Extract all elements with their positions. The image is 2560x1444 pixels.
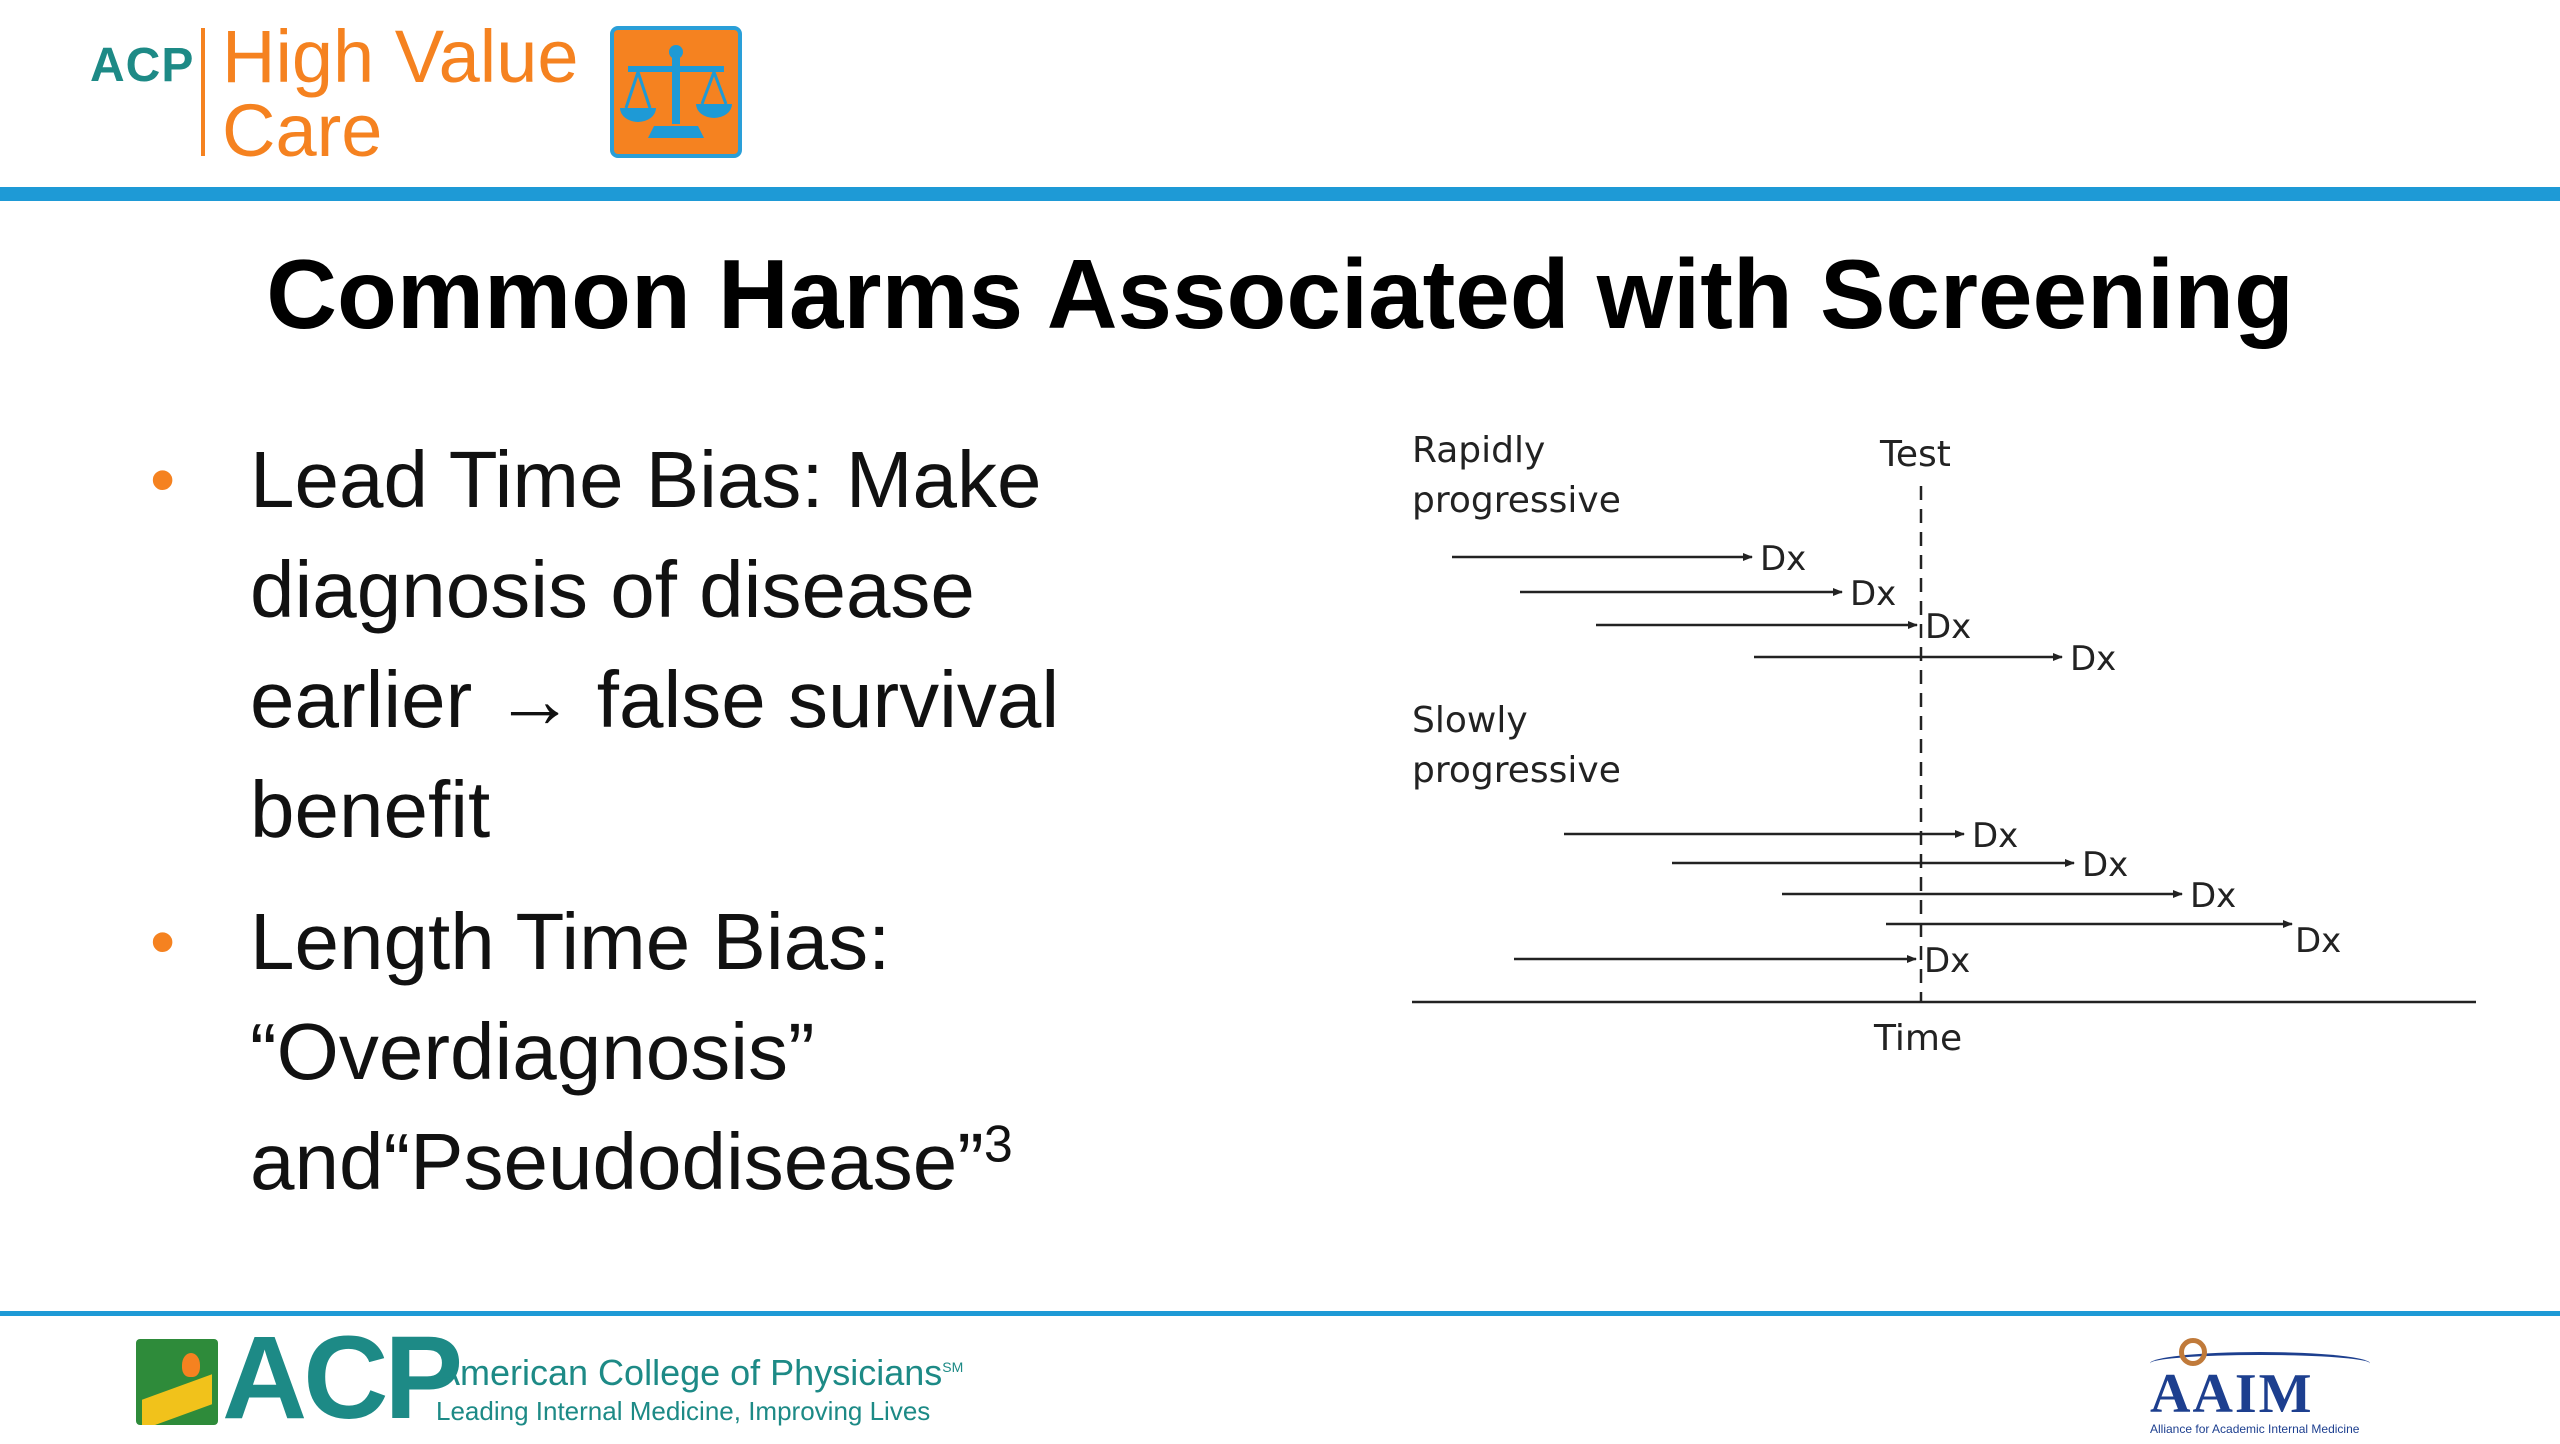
acp-header-label: ACP bbox=[90, 39, 195, 92]
aaim-wordmark: AAIM bbox=[2150, 1363, 2314, 1425]
bullet-text: Lead Time Bias: Make diagnosis of disease earlier → false survival benefit bbox=[250, 435, 1060, 854]
aaim-logo bbox=[2130, 1330, 2430, 1440]
slowly-progressive-label: Slowly bbox=[1412, 700, 1528, 741]
test-label: Test bbox=[1880, 434, 1951, 475]
acp-logo-wordmark: ACP bbox=[222, 1312, 460, 1444]
dx-label: Dx bbox=[2295, 921, 2342, 961]
dx-label: Dx bbox=[1850, 574, 1897, 614]
acp-footer-logo bbox=[136, 1312, 964, 1444]
acp-tagline: Leading Internal Medicine, Improving Lives bbox=[436, 1396, 931, 1426]
acp-name-text: American College of Physicians bbox=[436, 1352, 943, 1393]
acp-emblem-icon bbox=[136, 1339, 218, 1425]
dx-label: Dx bbox=[1760, 539, 1807, 579]
acp-organization-name bbox=[436, 1352, 963, 1394]
bullet-text: Length Time Bias: “Overdiagnosis” and“Pseudodisease” bbox=[250, 897, 984, 1206]
aaim-tagline: Alliance for Academic Internal Medicine bbox=[2150, 1422, 2360, 1436]
slowly-progressive-label: progressive bbox=[1412, 750, 1621, 791]
citation-superscript: 3 bbox=[983, 1115, 1013, 1174]
rapidly-progressive-label: Rapidly bbox=[1412, 430, 1546, 471]
slide-title: Common Harms Associated with Screening bbox=[266, 239, 2294, 349]
timeline-diagram-svg bbox=[1380, 420, 2500, 1080]
header-rule bbox=[0, 187, 2560, 201]
brand-divider bbox=[201, 28, 205, 156]
bullet-item bbox=[150, 887, 1160, 1217]
rapidly-progressive-label: progressive bbox=[1412, 480, 1621, 521]
bullet-list bbox=[150, 425, 1160, 1217]
lead-length-time-diagram bbox=[1380, 420, 2500, 1080]
dx-label: Dx bbox=[1972, 816, 2019, 856]
brand-title-line2: Care bbox=[222, 89, 383, 172]
dx-label: Dx bbox=[1925, 607, 1972, 647]
dx-label: Dx bbox=[2070, 639, 2117, 679]
dx-label: Dx bbox=[1924, 941, 1971, 981]
service-mark: SM bbox=[942, 1359, 964, 1375]
bullet-item bbox=[150, 425, 1160, 865]
bullet-marker: • bbox=[150, 440, 176, 520]
bullet-marker: • bbox=[150, 902, 176, 982]
time-axis-label: Time bbox=[1874, 1018, 1963, 1059]
balance-scale-icon bbox=[610, 26, 742, 158]
dx-label: Dx bbox=[2190, 876, 2237, 916]
slide-header bbox=[0, 0, 2560, 185]
dx-label: Dx bbox=[2082, 845, 2129, 885]
brand-title-line1: High Value bbox=[222, 15, 579, 98]
